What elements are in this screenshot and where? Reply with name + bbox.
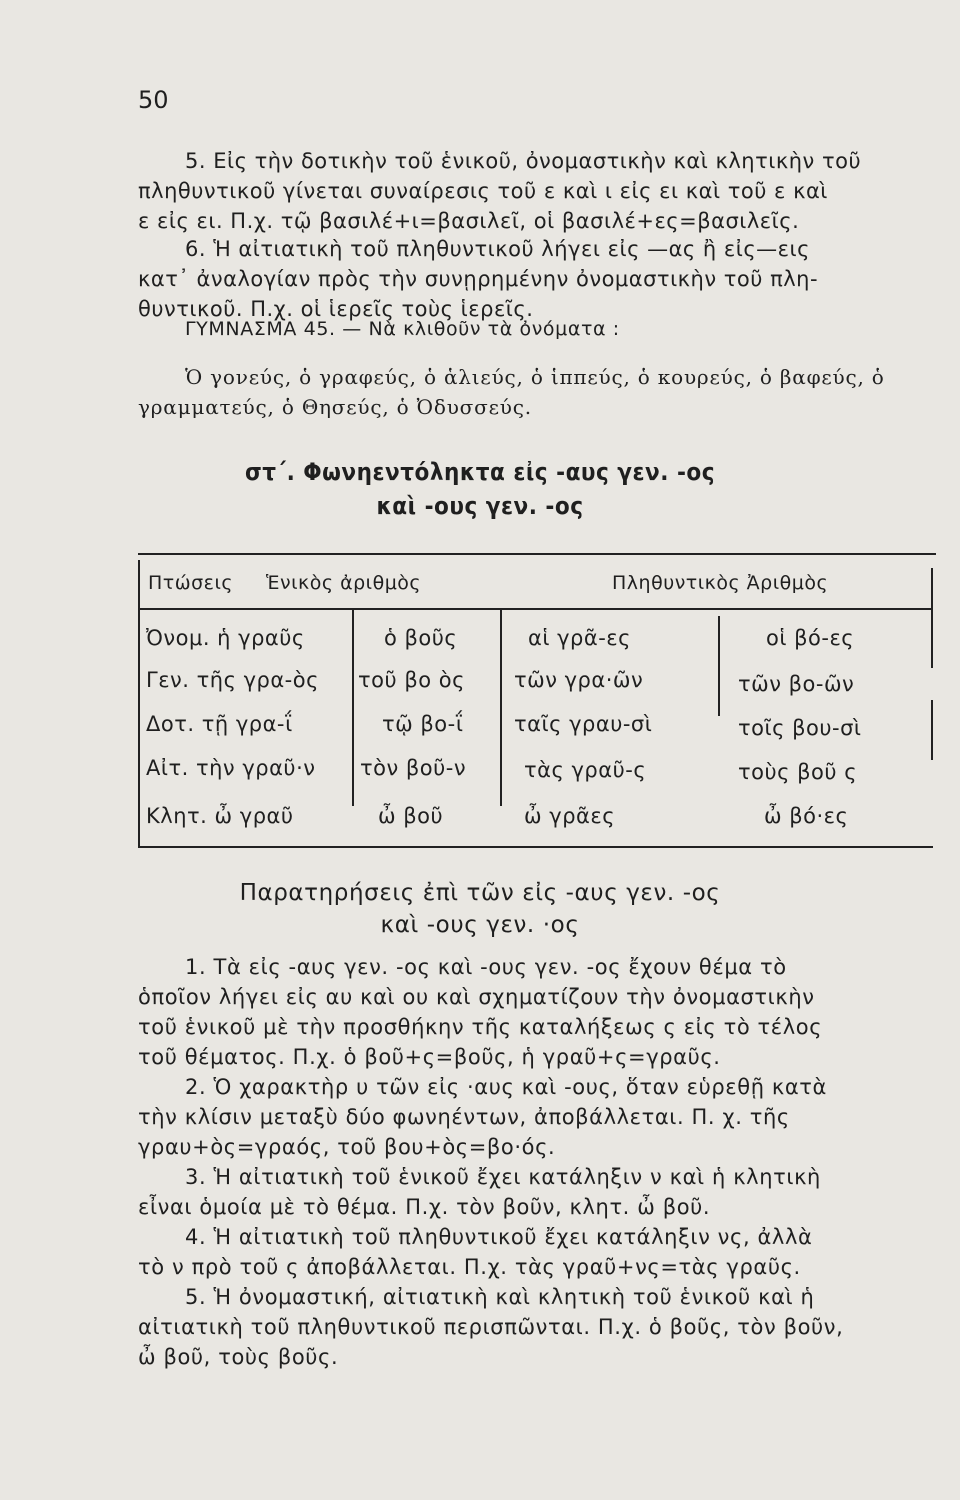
text-line: ὦ βοῦ, τοὺς βοῦς. (138, 1345, 339, 1369)
text-line: αἰτιατικὴ τοῦ πληθυντικοῦ περισπῶνται. Π.χ. ὁ βοῦς, τὸν βοῦν, (138, 1315, 844, 1339)
plural-cell: τὰς γραῦ-ς (524, 758, 647, 782)
header-singular: Ἑνικὸς ἀριθμὸς (266, 572, 422, 594)
plural-cell: τῶν βο-ῶν (738, 672, 855, 696)
text-line: γραυ+ὸς=γραός, τοῦ βου+ὸς=βο·ός. (138, 1135, 556, 1159)
section-heading-line-1: στ΄. Φωνηεντόληκτα εἰς -αυς γεν. -ος (244, 458, 716, 486)
header-rule (138, 608, 933, 610)
text-line: πληθυντικοῦ γίνεται συναίρεσις τοῦ ε καὶ ι εἰς ει καὶ τοῦ ε καὶ (138, 179, 828, 203)
text-line: ε εἰς ει. Π.χ. τῷ βασιλέ+ι=βασιλεῖ, οἱ βασιλέ+ες=βασιλεῖς. (138, 209, 800, 233)
case-nominative: Ὀνομ. ἡ γραῦς (146, 626, 305, 650)
text-line: τὸ ν πρὸ τοῦ ς ἀποβάλλεται. Π.χ. τὰς γραῦ+νς=τὰς γραῦς. (138, 1255, 801, 1279)
header-plural: Πληθυντικὸς Ἀριθμὸς (612, 572, 829, 594)
observations-title-line-2: καὶ -ους γεν. ·ος (380, 912, 580, 938)
plural-cell: ὦ γρᾶες (524, 804, 616, 828)
singular-cell: τὸν βοῦ-ν (360, 756, 467, 780)
plural-cell: τοὺς βοῦ ς (738, 760, 858, 784)
text-line: 3. Ἡ αἰτιατικὴ τοῦ ἑνικοῦ ἔχει κατάληξιν ν καὶ ἡ κλητικὴ (185, 1165, 821, 1189)
singular-cell: ὁ βοῦς (384, 626, 458, 650)
column-divider (352, 608, 354, 806)
text-line: γραμματεύς, ὁ Θησεύς, ὁ Ὀδυσσεύς. (138, 395, 532, 419)
text-line: τοῦ θέματος. Π.χ. ὁ βοῦ+ς=βοῦς, ἡ γραῦ+ς=γραῦς. (138, 1045, 721, 1069)
text-line: 5. Ἡ ὀνομαστική, αἰτιατικὴ καὶ κλητικὴ τοῦ ἑνικοῦ καὶ ἡ (185, 1285, 815, 1309)
text-line: 5. Εἰς τὴν δοτικὴν τοῦ ἑνικοῦ, ὀνομαστικὴν καὶ κλητικὴν τοῦ (185, 149, 862, 173)
plural-cell: τῶν γρα·ῶν (514, 668, 644, 692)
singular-cell: τῷ βο-ΐ (382, 712, 464, 736)
case-genitive: Γεν. τῆς γρα-ὸς (146, 668, 319, 692)
case-accusative: Αἰτ. τὴν γραῦ·ν (146, 756, 316, 780)
page-number: 50 (138, 86, 169, 114)
text-line: κατ᾽ ἀναλογίαν πρὸς τὴν συνῃρημένην ὀνομαστικὴν τοῦ πλη- (138, 267, 819, 291)
text-line: Ὁ γονεύς, ὁ γραφεύς, ὁ ἁλιεύς, ὁ ἱππεύς, ὁ κουρεύς, ὁ βαφεύς, ὁ (185, 365, 885, 389)
declension-table (138, 560, 933, 848)
text-line: 2. Ὁ χαρακτὴρ υ τῶν εἰς ·αυς καὶ -ους, ὅταν εὑρεθῇ κατὰ (185, 1075, 827, 1099)
text-line: ὁποῖον λήγει εἰς αυ καὶ ου καὶ σχηματίζουν τὴν ὀνομαστικὴν (138, 985, 815, 1009)
case-dative: Δοτ. τῇ γρα-ΐ (146, 712, 293, 736)
table-left-border (138, 560, 140, 848)
exercise-title: ΓΥΜΝΑΣΜΑ 45. — Νὰ κλιθοῦν τὰ ὀνόματα : (185, 318, 620, 340)
exercise-nouns (138, 362, 938, 422)
rule-5 (138, 146, 938, 236)
table-right-border (931, 700, 933, 760)
singular-cell: ὦ βοῦ (378, 804, 444, 828)
text-line: 6. Ἡ αἰτιατικὴ τοῦ πληθυντικοῦ λήγει εἰς —ας ἢ εἰς—εις (185, 237, 810, 261)
text-line: τοῦ ἑνικοῦ μὲ τὴν προσθήκην τῆς καταλήξεως ς εἰς τὸ τέλος (138, 1015, 823, 1039)
text-line: εἶναι ὁμοία μὲ τὸ θέμα. Π.χ. τὸν βοῦν, κλητ. ὦ βοῦ. (138, 1195, 711, 1219)
text-line: θυντικοῦ. Π.χ. οἱ ἱερεῖς τοὺς ἱερεῖς. (138, 297, 534, 321)
table-right-border (931, 568, 933, 668)
text-line: 1. Τὰ εἰς -αυς γεν. -ος καὶ -ους γεν. -ος ἔχουν θέμα τὸ (185, 955, 787, 979)
plural-cell: οἱ βό-ες (766, 626, 855, 650)
column-divider (718, 616, 720, 716)
plural-cell: τοῖς βου-σὶ (738, 716, 862, 740)
table-top-rule (138, 553, 936, 555)
observations-text (138, 952, 938, 1372)
text-line: τὴν κλίσιν μεταξὺ δύο φωνηέντων, ἀποβάλλεται. Π. χ. τῆς (138, 1105, 790, 1129)
plural-cell: αἱ γρᾶ-ες (528, 626, 631, 650)
plural-cell: ταῖς γραυ-σὶ (514, 712, 653, 736)
singular-cell: τοῦ βο ὸς (358, 668, 465, 692)
table-bottom-rule (138, 846, 933, 848)
column-divider (500, 608, 502, 806)
header-cases: Πτώσεις (148, 572, 234, 594)
case-vocative: Κλητ. ὦ γραῦ (146, 804, 294, 828)
section-heading-line-2: καὶ -ους γεν. -ος (376, 492, 584, 520)
observations-title-line-1: Παρατηρήσεις ἐπὶ τῶν εἰς -αυς γεν. -ος (239, 880, 721, 906)
plural-cell: ὦ βό·ες (764, 804, 849, 828)
text-line: 4. Ἡ αἰτιατικὴ τοῦ πληθυντικοῦ ἔχει κατάληξιν νς, ἀλλὰ (185, 1225, 813, 1249)
rule-6 (138, 234, 938, 324)
